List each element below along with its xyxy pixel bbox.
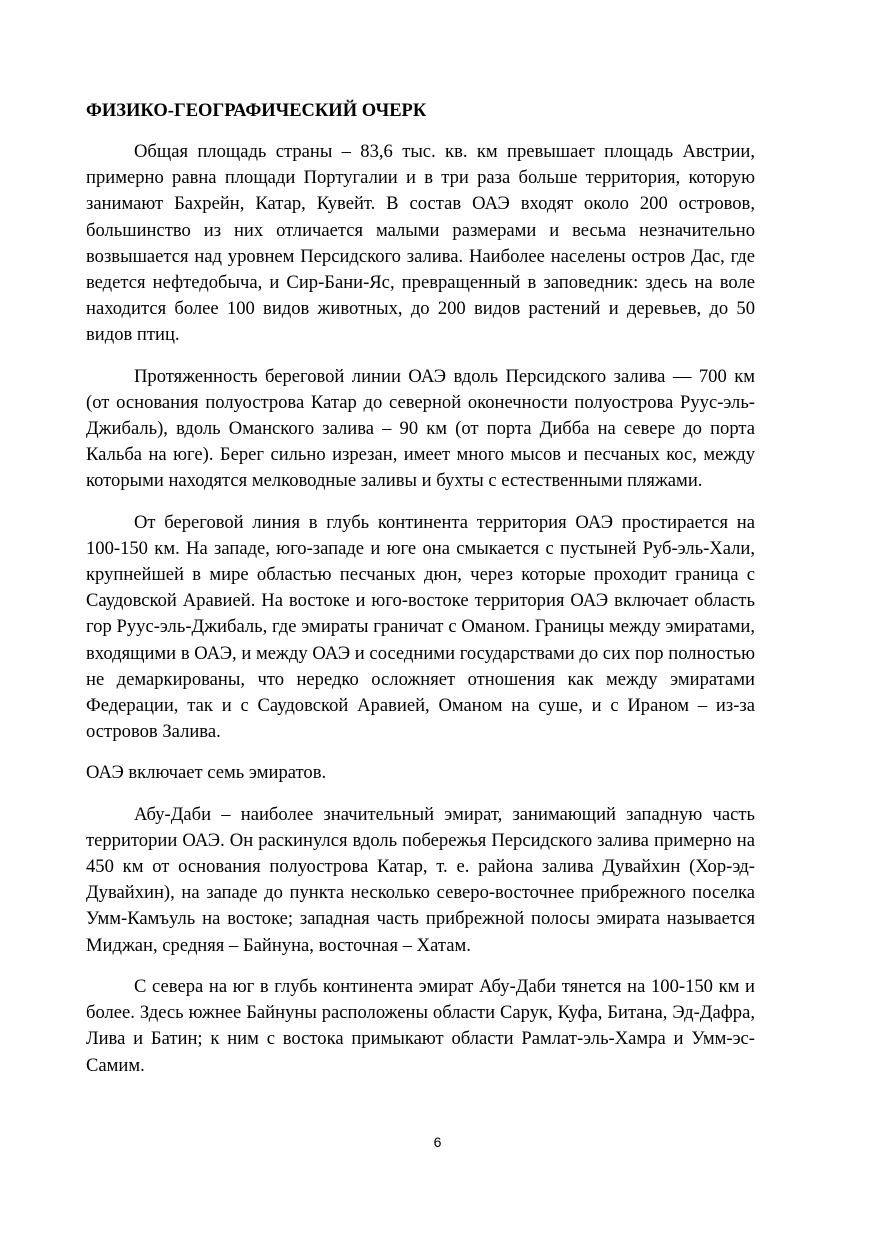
paragraph-emirates-count: ОАЭ включает семь эмиратов.	[86, 762, 327, 784]
paragraph-abu-dhabi-regions: С севера на юг в глубь континента эмират Абу-Даби тянется на 100-150 км и более. Здесь южнее Байнуны расположены области Сарук, Куфа, Битана, Эд-Дафра, Лива и Батин; к ним с востока примыкают области Рамлат-эль-Хамра и Умм-эс-Самим.	[86, 975, 755, 1076]
page-number: 6	[433, 1134, 442, 1150]
paragraph-borders: От береговой линия в глубь континента территория ОАЭ простирается на 100-150 км. На западе, юго-западе и юге она смыкается с пустыней Руб-эль-Хали, крупнейшей в мире областью песчаных дюн, через которые проходит граница с Саудовской Аравией. На востоке и юго-востоке территория ОАЭ включает область гор Руус-эль-Джибаль, где эмираты граничат с Оманом. Границы между эмиратами, входящими в ОАЭ, и между ОАЭ и соседними государствами до сих пор полностью не демаркированы, что нередко осложняет отношения как между эмиратами Федерации, так и с Саудовской Аравией, Оманом на суше, и с Ираном – из-за островов Залива.	[86, 511, 755, 743]
paragraph-coastline: Протяженность береговой линии ОАЭ вдоль Персидского залива — 700 км (от основания полуострова Катар до северной оконечности полуострова Руус-эль-Джибаль), вдоль Оманского залива – 90 км (от порта Дибба на севере до порта Кальба на юге). Берег сильно изрезан, имеет много мысов и песчаных кос, между которыми находятся мелководные заливы и бухты с естественными пляжами.	[86, 365, 755, 492]
paragraph-abu-dhabi: Абу-Даби – наиболее значительный эмират, занимающий западную часть территории ОАЭ. Он раскинулся вдоль побережья Персидского залива примерно на 450 км от основания полуострова Катар, т. е. района залива Дувайхин (Хор-эд-Дувайхин), на западе до пункта несколько северо-восточнее прибрежного поселка Умм-Камъуль на востоке; западная часть прибрежной полосы эмирата называется Миджан, средняя – Байнуна, восточная – Хатам.	[86, 803, 755, 956]
paragraph-area: Общая площадь страны – 83,6 тыс. кв. км превышает площадь Австрии, примерно равна площади Португалии и в три раза больше территория, которую занимают Бахрейн, Катар, Кувейт. В состав ОАЭ входят около 200 островов, большинство из них отличается малыми размерами и весьма незначительно возвышается над уровнем Персидского залива. Наиболее населены остров Дас, где ведется нефтедобыча, и Сир-Бани-Яс, превращенный в заповедник: здесь на воле находится более 100 видов животных, до 200 видов растений и деревьев, до 50 видов птиц.	[86, 141, 755, 346]
document-body	[86, 98, 755, 1094]
section-heading: ФИЗИКО-ГЕОГРАФИЧЕСКИЙ ОЧЕРК	[86, 101, 427, 121]
